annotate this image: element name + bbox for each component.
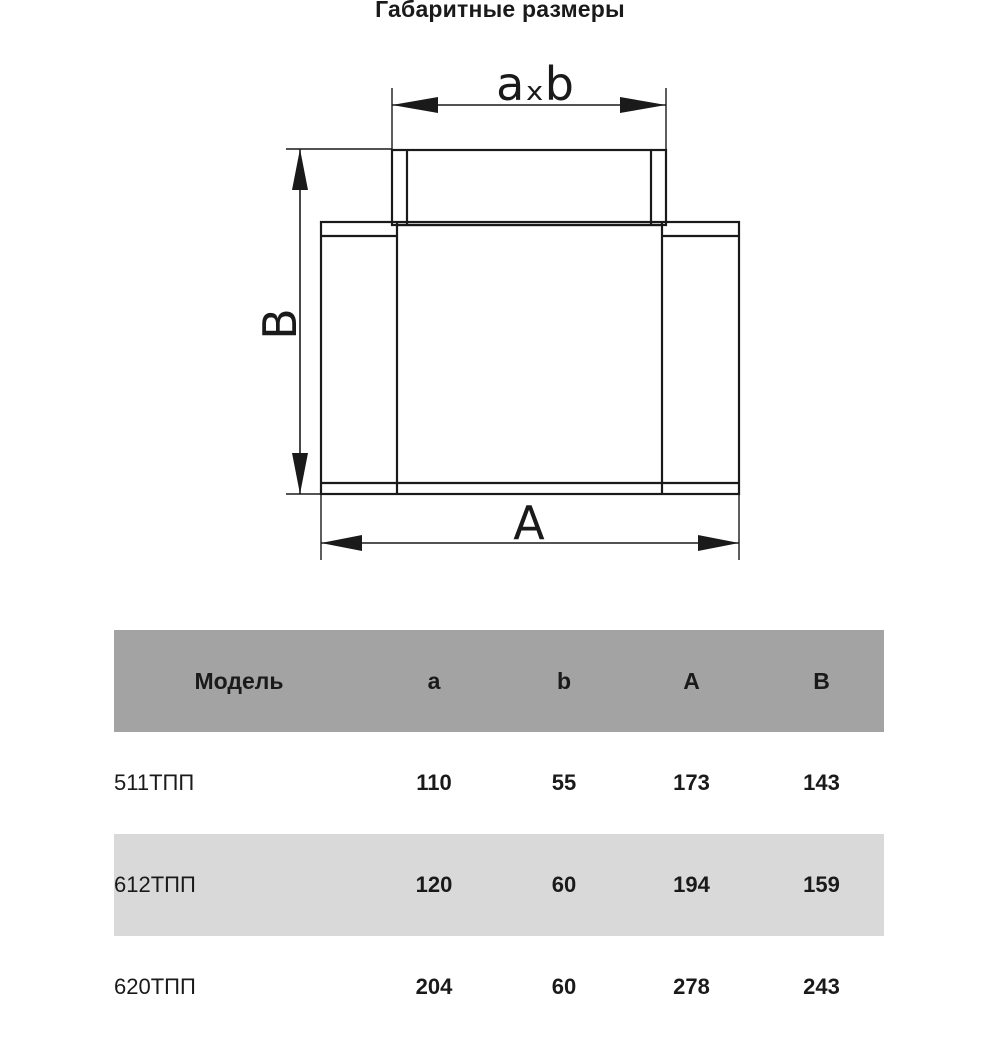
header-B: B [813, 667, 830, 694]
header-a: a [427, 667, 441, 694]
arrow-right-A [698, 535, 739, 551]
arrow-right-axb [620, 97, 666, 113]
page-title: Габаритные размеры [375, 0, 625, 22]
label-axb: aₓb [496, 57, 574, 111]
B-cell: 243 [803, 974, 840, 999]
b-cell: 60 [551, 974, 577, 999]
arrow-up-B [292, 149, 308, 190]
dimensions-table [114, 630, 884, 1038]
b-cell: 60 [551, 872, 577, 897]
main-body [321, 222, 739, 494]
top-branch [392, 150, 666, 225]
A-cell: 194 [673, 872, 710, 897]
table-row [114, 732, 884, 834]
header-model: Модель [194, 667, 284, 694]
arrow-left-axb [392, 97, 438, 113]
header-A: A [683, 667, 700, 694]
B-cell: 143 [803, 770, 840, 795]
B-cell: 159 [803, 872, 840, 897]
arrow-down-B [292, 453, 308, 494]
label-A: A [513, 496, 545, 550]
table-row [114, 936, 884, 1038]
a-cell: 204 [415, 974, 453, 999]
b-cell: 55 [551, 770, 577, 795]
header-b: b [556, 667, 572, 694]
arrow-left-A [321, 535, 362, 551]
table-header-row [114, 630, 884, 732]
a-cell: 110 [416, 770, 452, 795]
A-cell: 173 [673, 770, 710, 795]
table-row [114, 834, 884, 936]
label-B: B [253, 308, 307, 340]
a-cell: 120 [415, 872, 453, 897]
model-cell: 612ТПП [114, 872, 196, 897]
model-cell: 620ТПП [114, 974, 196, 999]
A-cell: 278 [673, 974, 710, 999]
model-cell: 511ТПП [114, 770, 195, 795]
